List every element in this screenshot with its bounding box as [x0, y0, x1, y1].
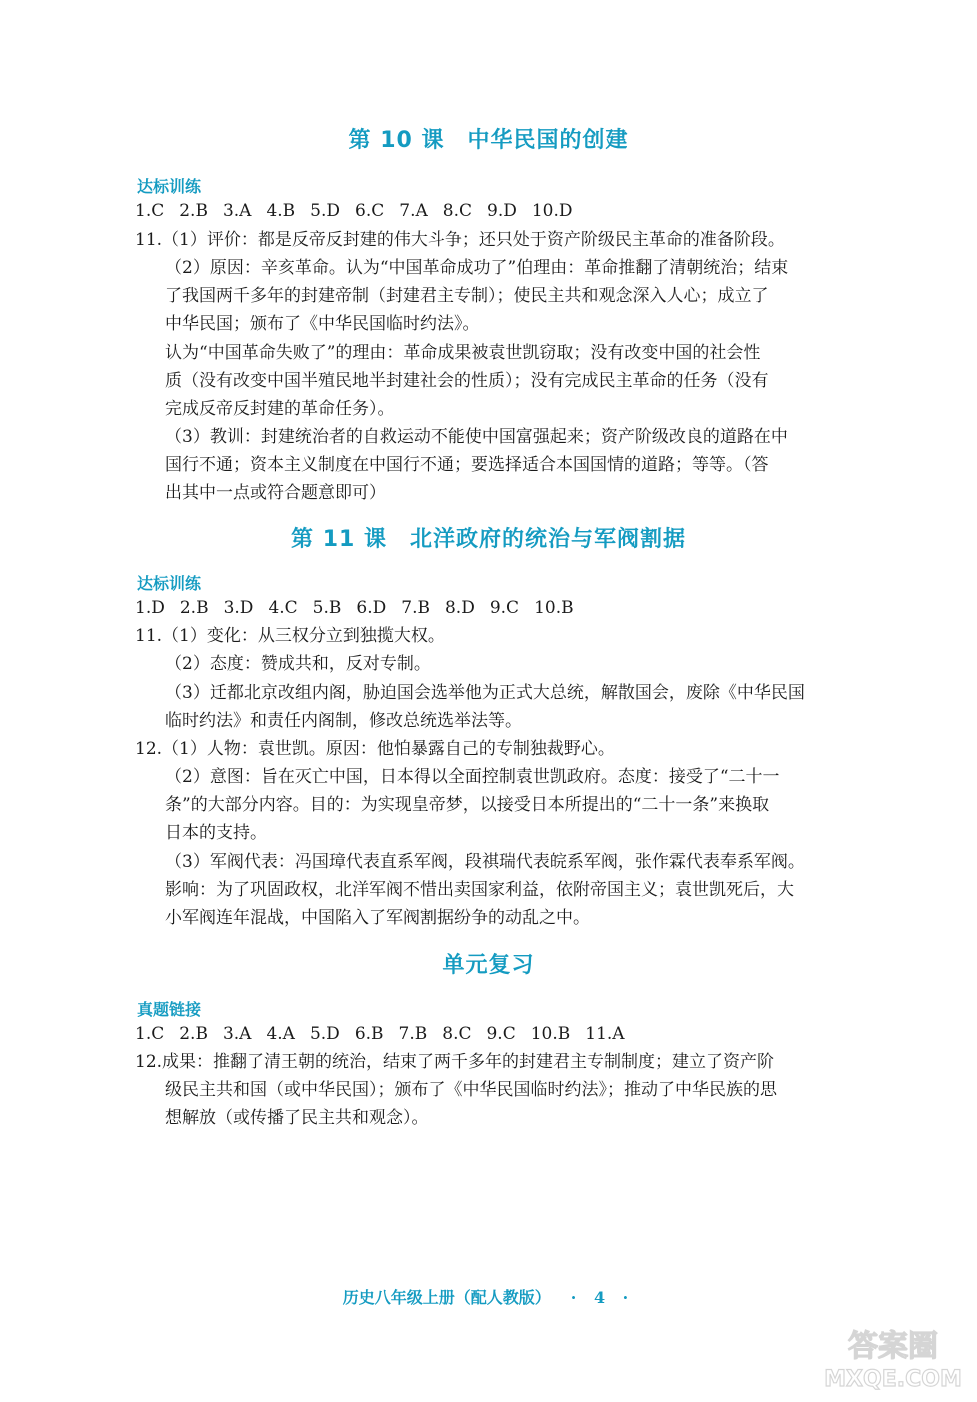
mc-answer: 3.A: [222, 1024, 252, 1044]
mc-answer: 2.B: [179, 598, 209, 618]
mc-answer: 3.A: [222, 201, 252, 221]
answer-line: 条”的大部分内容。目的：为实现皇帝梦，以接受日本所提出的“二十一条”来换取: [165, 795, 770, 815]
mc-answer: 9.C: [489, 598, 520, 618]
watermark-logo-graphic: [823, 1324, 963, 1394]
mc-answer: 6.B: [354, 1024, 384, 1044]
mc-answer: 10.B: [534, 598, 574, 618]
answer-line: 认为“中国革命失败了”的理由：革命成果被袁世凯窃取；没有改变中国的社会性: [165, 343, 761, 363]
lesson-10-mc-answers: [135, 199, 588, 223]
lesson-10-section-label: 达标训练: [137, 177, 202, 196]
answer-line: 小军阀连年混战，中国陷入了军阀割据纷争的动乱之中。: [165, 908, 590, 928]
mc-answer: 10.B: [530, 1024, 571, 1044]
mc-answer: 9.C: [486, 1024, 516, 1044]
mc-answer: 7.A: [399, 201, 428, 221]
answer-line: 日本的支持。: [165, 823, 267, 843]
answer-line: （3）军阀代表：冯国璋代表直系军阀，段祺瑞代表皖系军阀，张作霖代表奉系军阀。: [165, 852, 805, 872]
mc-answer: 3.D: [223, 598, 254, 618]
mc-answer: 2.B: [179, 201, 208, 221]
watermark-logo: [823, 1324, 963, 1394]
mc-answer: 4.C: [268, 598, 298, 618]
answer-line: 级民主共和国（或中华民国）；颁布了《中华民国临时约法》；推动了中华民族的思: [165, 1080, 777, 1100]
mc-answer: 5.D: [309, 1024, 340, 1044]
review-mc-answers: [135, 1022, 640, 1046]
lesson-11-mc-answers: [135, 596, 589, 620]
lesson-11-title: 第 11 课 北洋政府的统治与军阀割据: [291, 527, 686, 552]
lesson-10-title: 第 10 课 中华民国的创建: [348, 128, 629, 153]
mc-answer: 1.C: [135, 1024, 165, 1044]
answer-line: 中华民国；颁布了《中华民国临时约法》。: [165, 314, 480, 334]
answer-line: 国行不通；资本主义制度在中国行不通；要选择适合本国国情的道路；等等。（答: [165, 455, 769, 475]
answer-line: 11.（1）评价：都是反帝反封建的伟大斗争；还只处于资产阶级民主革命的准备阶段。: [135, 230, 785, 250]
answer-line: （2）态度：赞成共和，反对专制。: [165, 654, 431, 674]
answer-line: 了我国两千多年的封建帝制（封建君主专制）；使民主共和观念深入人心；成立了: [165, 286, 769, 306]
watermark-bottom-text: MXQE.COM: [824, 1367, 962, 1392]
answer-line: 临时约法》和责任内阁制，修改总统选举法等。: [165, 711, 522, 731]
answer-line: 影响：为了巩固政权，北洋军阀不惜出卖国家利益，依附帝国主义；袁世凯死后，大: [165, 880, 794, 900]
mc-answer: 1.D: [135, 598, 165, 618]
page-number: · 4 ·: [570, 1288, 635, 1307]
answer-line: 想解放（或传播了民主共和观念）。: [165, 1108, 429, 1128]
page-footer: [0, 1285, 977, 1308]
answer-line: 质（没有改变中国半殖民地半封建社会的性质）；没有完成民主革命的任务（没有: [165, 371, 769, 391]
answer-line: 完成反帝反封建的革命任务）。: [165, 399, 395, 419]
answer-line: 12.（1）人物：袁世凯。原因：他怕暴露自己的专制独裁野心。: [135, 739, 615, 759]
mc-answer: 5.D: [310, 201, 341, 221]
mc-answer: 2.B: [179, 1024, 208, 1044]
mc-answer: 8.C: [442, 1024, 472, 1044]
answer-line: 出其中一点或符合题意即可）: [165, 483, 386, 503]
unit-review-title: 单元复习: [442, 953, 535, 978]
answer-line: （3）迁都北京改组内阁，胁迫国会选举他为正式大总统，解散国会，废除《中华民国: [165, 683, 805, 703]
answer-line: （3）教训：封建统治者的自救运动不能使中国富强起来；资产阶级改良的道路在中: [165, 427, 788, 447]
review-section-label: 真题链接: [137, 1000, 202, 1019]
mc-answer: 9.D: [487, 201, 517, 221]
mc-answer: 7.B: [401, 598, 430, 618]
mc-answer: 7.B: [398, 1024, 428, 1044]
answer-line: 12.成果：推翻了清王朝的统治，结束了两千多年的封建君主专制制度；建立了资产阶: [135, 1052, 775, 1072]
footer-book-title: 历史八年级上册（配人教版）: [342, 1288, 543, 1307]
answer-line: 11.（1）变化：从三权分立到独揽大权。: [135, 626, 445, 646]
mc-answer: 6.C: [355, 201, 385, 221]
answer-line: （2）意图：旨在灭亡中国，日本得以全面控制袁世凯政府。态度：接受了“二十一: [165, 767, 780, 787]
answer-line: （2）原因：辛亥革命。认为“中国革命成功了”伯理由：革命推翻了清朝统治；结束: [165, 258, 789, 278]
mc-answer: 1.C: [135, 201, 165, 221]
mc-answer: 4.A: [266, 1024, 295, 1044]
mc-answer: 8.D: [444, 598, 475, 618]
mc-answer: 5.B: [312, 598, 342, 618]
mc-answer: 4.B: [266, 201, 296, 221]
mc-answer: 8.C: [442, 201, 472, 221]
watermark-top-text: 答案圈: [848, 1329, 938, 1364]
mc-answer: 11.A: [585, 1024, 625, 1044]
mc-answer: 6.D: [356, 598, 387, 618]
lesson-11-section-label: 达标训练: [137, 574, 202, 593]
mc-answer: 10.D: [531, 201, 573, 221]
